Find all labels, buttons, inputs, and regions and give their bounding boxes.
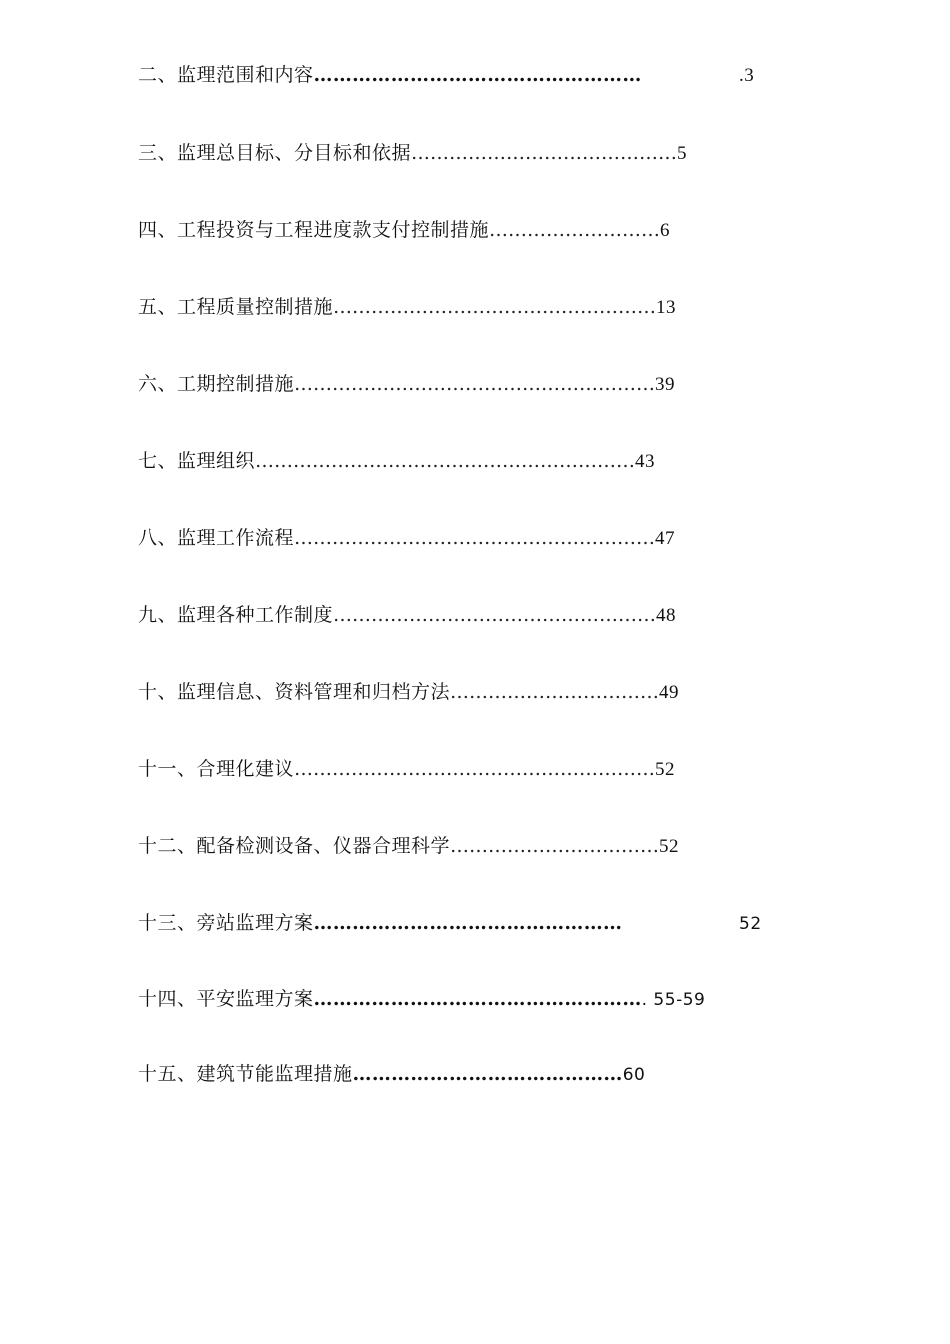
toc-leader-dots: …………………………………………… [313, 988, 642, 1010]
toc-entry-title: 二、监理范围和内容 [138, 64, 314, 86]
toc-entry[interactable] [138, 756, 675, 783]
toc-entry[interactable] [138, 833, 679, 860]
toc-entry-title: 十四、平安监理方案 [138, 988, 314, 1010]
toc-entry-title: 十三、旁站监理方案 [138, 912, 314, 934]
toc-entry-title: 十五、建筑节能监理措施 [138, 1063, 353, 1085]
toc-page-number: 5 [677, 143, 688, 164]
toc-page-number: 13 [656, 297, 677, 318]
toc-entry-title: 七、监理组织 [138, 450, 256, 472]
toc-entry[interactable] [138, 140, 687, 167]
toc-entry[interactable] [138, 602, 676, 629]
toc-entry[interactable] [138, 62, 642, 88]
toc-entry[interactable] [138, 371, 675, 398]
toc-page-number: 47 [655, 528, 676, 549]
toc-page-number: 52 [655, 759, 676, 780]
toc-leader-dots: …………………………………………………… [255, 450, 636, 472]
toc-leader-dots: …………………………………………… [313, 64, 642, 86]
toc-page-number: 60 [622, 1065, 646, 1085]
toc-leader-dots: …………………………………………… [333, 604, 657, 626]
toc-page-number: 6 [660, 220, 671, 241]
toc-entry-title: 十、监理信息、资料管理和归档方法 [138, 681, 451, 703]
toc-leader-dots: ………………………………………………… [294, 527, 656, 549]
toc-leader-dots: ………………………………………… [313, 912, 623, 934]
toc-leader-dots: …………………………… [450, 681, 660, 703]
toc-page-number [739, 910, 762, 937]
toc-leader-dots: ………………………………………………… [294, 373, 656, 395]
toc-entry-title: 四、工程投资与工程进度款支付控制措施 [138, 219, 490, 241]
toc-page-number: 43 [635, 451, 656, 472]
toc-page-number: 48 [656, 605, 677, 626]
toc-entry[interactable] [138, 525, 675, 552]
toc-entry-title: 十一、合理化建议 [138, 758, 295, 780]
toc-entry[interactable] [138, 448, 655, 475]
toc-entry-title: 六、工期控制措施 [138, 373, 295, 395]
toc-page-number-text: 52 [739, 914, 762, 934]
toc-entry[interactable] [138, 986, 705, 1013]
toc-entry[interactable] [138, 910, 622, 936]
toc-page-number-text: .3 [739, 65, 755, 86]
toc-leader-dots: …………………………………… [411, 142, 678, 164]
toc-leader-dots: ………………………………………………… [294, 758, 656, 780]
toc-entry-title: 十二、配备检测设备、仪器合理科学 [138, 835, 451, 857]
toc-leader-dots: ……………………… [489, 219, 661, 241]
toc-page-number: 39 [655, 374, 676, 395]
toc-leader-dots: …………………………………… [352, 1063, 623, 1085]
toc-entry-title: 三、监理总目标、分目标和依据 [138, 142, 412, 164]
toc-entry-title: 八、监理工作流程 [138, 527, 295, 549]
toc-page-number: 52 [659, 836, 680, 857]
toc-page-number: . 55-59 [641, 990, 706, 1010]
toc-leader-dots: …………………………………………… [333, 296, 657, 318]
toc-entry-title: 九、监理各种工作制度 [138, 604, 334, 626]
toc-entry[interactable] [138, 1061, 645, 1088]
toc-entry-title: 五、工程质量控制措施 [138, 296, 334, 318]
toc-entry[interactable] [138, 679, 679, 706]
toc-page-number [739, 62, 754, 89]
toc-page-number: 49 [659, 682, 680, 703]
toc-entry[interactable] [138, 294, 676, 321]
toc-entry[interactable] [138, 217, 670, 244]
toc-leader-dots: …………………………… [450, 835, 660, 857]
